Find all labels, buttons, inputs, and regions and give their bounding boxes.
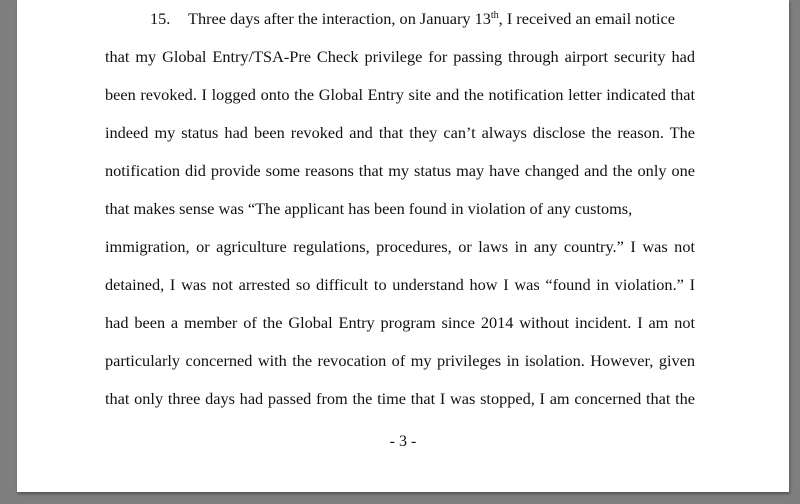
text-line: that only three days had passed from the time that I was stopped, I am concerned that the [105, 389, 695, 408]
text-line: immigration, or agriculture regulations, procedures, or laws in any country.” I was not [105, 237, 695, 256]
date-ordinal-superscript: th [490, 10, 499, 21]
paragraph-number: 15. [150, 9, 171, 28]
text-line: that my Global Entry/TSA-Pre Check privilege for passing through airport security had [105, 47, 695, 66]
first-line-text: Three days after the interaction, on January 13 [188, 9, 491, 28]
text-line: had been a member of the Global Entry program since 2014 without incident. I am not [105, 313, 695, 332]
text-line: detained, I was not arrested so difficult to understand how I was “found in violation.” I [105, 275, 695, 294]
page-number: - 3 - [389, 433, 417, 450]
text-line: been revoked. I logged onto the Global Entry site and the notification letter indicated that [105, 85, 695, 104]
text-line: notification did provide some reasons that my status may have changed and the only one [105, 161, 695, 180]
paragraph-first-line [105, 9, 675, 29]
text-line: that makes sense was “The applicant has been found in violation of any customs, [105, 199, 633, 218]
text-line: indeed my status had been revoked and that they can’t always disclose the reason. The [105, 123, 695, 142]
text-line: particularly concerned with the revocation of my privileges in isolation. However, given [105, 351, 695, 370]
first-line-text-end: , I received an email notice [498, 9, 675, 28]
document-page [17, 0, 789, 492]
